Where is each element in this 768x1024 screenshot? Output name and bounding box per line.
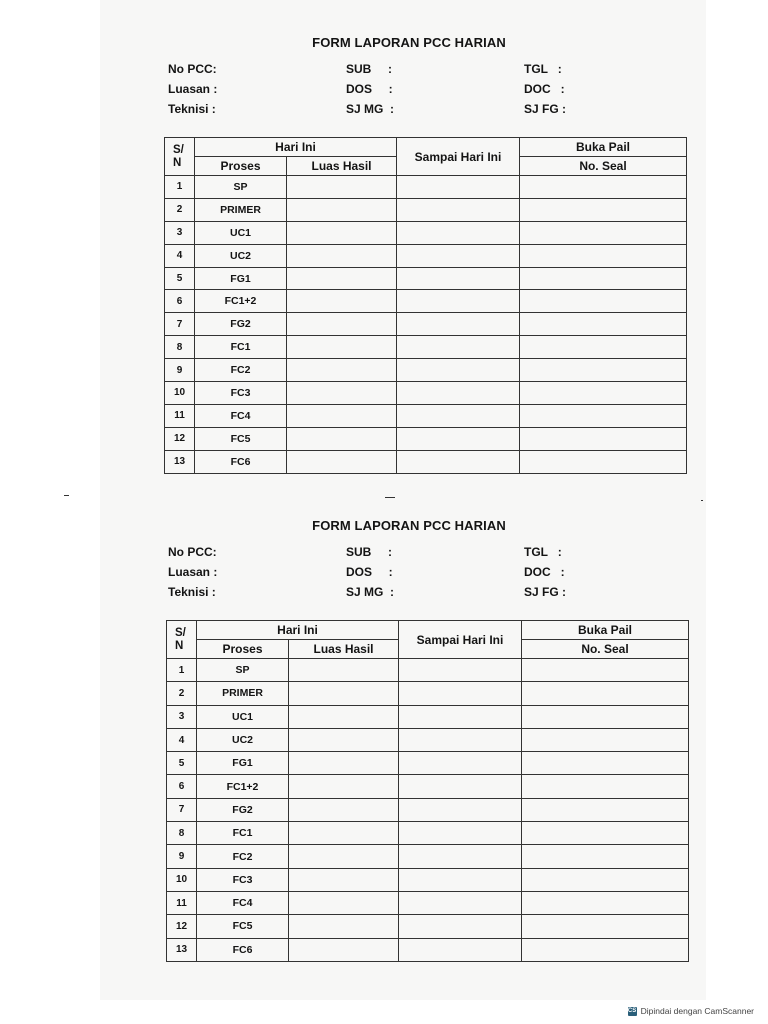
row-number: 9 (167, 845, 197, 868)
row-no-seal-cell (520, 359, 687, 382)
row-sampai-hari-ini-cell (397, 336, 520, 359)
row-number: 11 (165, 404, 195, 427)
table-row (165, 176, 687, 199)
row-number: 10 (165, 382, 195, 405)
table-row (165, 359, 687, 382)
pcc-table (166, 620, 689, 962)
row-proses: FC6 (197, 938, 289, 961)
sj-mg-label: SJ MG : (346, 102, 395, 116)
buka-pail-header: Buka Pail (520, 138, 687, 157)
no-pcc-label: No PCC: (168, 545, 217, 559)
row-no-seal-cell (522, 728, 689, 751)
row-proses: FG2 (195, 313, 287, 336)
row-proses: FC3 (197, 868, 289, 891)
row-luas-hasil-cell (289, 705, 399, 728)
row-sampai-hari-ini-cell (399, 868, 522, 891)
row-sampai-hari-ini-cell (397, 221, 520, 244)
row-proses: FC4 (197, 891, 289, 914)
row-number: 12 (165, 427, 195, 450)
row-no-seal-cell (522, 798, 689, 821)
row-number: 5 (165, 267, 195, 290)
sj-fg-label: SJ FG : (524, 102, 567, 116)
table-row (165, 382, 687, 405)
row-no-seal-cell (520, 198, 687, 221)
dos-label: DOS : (346, 565, 393, 579)
row-luas-hasil-cell (287, 198, 397, 221)
table-row (167, 728, 689, 751)
tgl-label: TGL : (524, 545, 562, 559)
row-number: 1 (167, 659, 197, 682)
row-luas-hasil-cell (289, 682, 399, 705)
row-no-seal-cell (522, 822, 689, 845)
table-row (165, 313, 687, 336)
row-number: 13 (165, 450, 195, 473)
row-sampai-hari-ini-cell (399, 938, 522, 961)
row-no-seal-cell (522, 752, 689, 775)
luasan-label: Luasan : (168, 565, 218, 579)
proses-header: Proses (197, 640, 289, 659)
luas-hasil-header: Luas Hasil (289, 640, 399, 659)
row-luas-hasil-cell (287, 244, 397, 267)
row-luas-hasil-cell (287, 427, 397, 450)
row-luas-hasil-cell (287, 450, 397, 473)
cut-mark-left (64, 495, 69, 496)
row-number: 13 (167, 938, 197, 961)
row-proses: UC1 (197, 705, 289, 728)
cut-mark-right (701, 500, 703, 501)
sn-header: S/ N (165, 138, 195, 176)
row-no-seal-cell (520, 427, 687, 450)
cut-mark-center (385, 497, 395, 498)
table-row (167, 682, 689, 705)
form-title: FORM LAPORAN PCC HARIAN (312, 35, 506, 50)
doc-label: DOC : (524, 565, 565, 579)
row-sampai-hari-ini-cell (399, 822, 522, 845)
tgl-label: TGL : (524, 62, 562, 76)
table-row (165, 244, 687, 267)
row-no-seal-cell (520, 404, 687, 427)
row-no-seal-cell (522, 891, 689, 914)
no-pcc-label: No PCC: (168, 62, 217, 76)
table-row (167, 705, 689, 728)
row-luas-hasil-cell (289, 822, 399, 845)
luasan-label: Luasan : (168, 82, 218, 96)
row-number: 12 (167, 915, 197, 938)
row-proses: FC4 (195, 404, 287, 427)
row-luas-hasil-cell (289, 938, 399, 961)
row-no-seal-cell (522, 682, 689, 705)
row-luas-hasil-cell (289, 845, 399, 868)
row-luas-hasil-cell (287, 382, 397, 405)
row-proses: FC2 (197, 845, 289, 868)
scanner-watermark (628, 1006, 754, 1016)
row-proses: UC2 (197, 728, 289, 751)
row-no-seal-cell (520, 176, 687, 199)
table-row (167, 659, 689, 682)
row-no-seal-cell (520, 313, 687, 336)
row-proses: FG1 (195, 267, 287, 290)
row-luas-hasil-cell (287, 404, 397, 427)
row-number: 8 (167, 822, 197, 845)
row-sampai-hari-ini-cell (397, 198, 520, 221)
row-no-seal-cell (522, 659, 689, 682)
row-number: 3 (165, 221, 195, 244)
table-row (167, 752, 689, 775)
row-no-seal-cell (522, 868, 689, 891)
row-sampai-hari-ini-cell (399, 705, 522, 728)
row-luas-hasil-cell (289, 659, 399, 682)
row-sampai-hari-ini-cell (397, 290, 520, 313)
row-no-seal-cell (522, 705, 689, 728)
row-sampai-hari-ini-cell (397, 267, 520, 290)
row-no-seal-cell (520, 382, 687, 405)
row-proses: SP (197, 659, 289, 682)
table-row (167, 845, 689, 868)
row-number: 4 (167, 728, 197, 751)
row-number: 5 (167, 752, 197, 775)
row-sampai-hari-ini-cell (397, 313, 520, 336)
sub-label: SUB : (346, 545, 393, 559)
row-luas-hasil-cell (289, 798, 399, 821)
row-luas-hasil-cell (287, 359, 397, 382)
row-no-seal-cell (522, 938, 689, 961)
luas-hasil-header: Luas Hasil (287, 157, 397, 176)
row-sampai-hari-ini-cell (397, 450, 520, 473)
table-row (167, 868, 689, 891)
row-sampai-hari-ini-cell (399, 682, 522, 705)
row-no-seal-cell (522, 775, 689, 798)
row-no-seal-cell (522, 915, 689, 938)
row-proses: PRIMER (195, 198, 287, 221)
row-luas-hasil-cell (287, 176, 397, 199)
table-row (167, 775, 689, 798)
teknisi-label: Teknisi : (168, 585, 216, 599)
table-row (167, 915, 689, 938)
pcc-table (164, 137, 687, 474)
row-sampai-hari-ini-cell (399, 659, 522, 682)
row-number: 1 (165, 176, 195, 199)
row-proses: UC1 (195, 221, 287, 244)
row-number: 6 (165, 290, 195, 313)
row-no-seal-cell (520, 267, 687, 290)
table-row (165, 221, 687, 244)
row-proses: FG2 (197, 798, 289, 821)
row-number: 3 (167, 705, 197, 728)
row-proses: FC1+2 (197, 775, 289, 798)
row-number: 6 (167, 775, 197, 798)
table-row (167, 798, 689, 821)
table-row (165, 290, 687, 313)
row-number: 7 (165, 313, 195, 336)
table-row (165, 427, 687, 450)
table-row (165, 450, 687, 473)
camscanner-icon: CS (627, 1007, 637, 1014)
row-proses: FC1 (197, 822, 289, 845)
table-row (167, 891, 689, 914)
hari-ini-header: Hari Ini (195, 138, 397, 157)
row-luas-hasil-cell (289, 728, 399, 751)
proses-header: Proses (195, 157, 287, 176)
row-sampai-hari-ini-cell (399, 775, 522, 798)
row-sampai-hari-ini-cell (397, 427, 520, 450)
table-row (167, 938, 689, 961)
sub-label: SUB : (346, 62, 393, 76)
row-sampai-hari-ini-cell (399, 798, 522, 821)
row-proses: SP (195, 176, 287, 199)
row-luas-hasil-cell (287, 336, 397, 359)
row-number: 4 (165, 244, 195, 267)
scanner-text: Dipindai dengan CamScanner (640, 1006, 754, 1016)
row-no-seal-cell (522, 845, 689, 868)
row-proses: PRIMER (197, 682, 289, 705)
no-seal-header: No. Seal (522, 640, 689, 659)
buka-pail-header: Buka Pail (522, 621, 689, 640)
table-row (167, 822, 689, 845)
dos-label: DOS : (346, 82, 393, 96)
row-luas-hasil-cell (287, 221, 397, 244)
row-no-seal-cell (520, 450, 687, 473)
teknisi-label: Teknisi : (168, 102, 216, 116)
row-luas-hasil-cell (289, 891, 399, 914)
sj-fg-label: SJ FG : (524, 585, 567, 599)
row-number: 2 (167, 682, 197, 705)
sampai-hari-ini-header: Sampai Hari Ini (399, 621, 522, 659)
doc-label: DOC : (524, 82, 565, 96)
row-proses: FC6 (195, 450, 287, 473)
row-proses: FC3 (195, 382, 287, 405)
row-luas-hasil-cell (289, 752, 399, 775)
row-sampai-hari-ini-cell (397, 359, 520, 382)
sampai-hari-ini-header: Sampai Hari Ini (397, 138, 520, 176)
no-seal-header: No. Seal (520, 157, 687, 176)
row-no-seal-cell (520, 290, 687, 313)
table-row (165, 336, 687, 359)
row-number: 7 (167, 798, 197, 821)
row-number: 8 (165, 336, 195, 359)
row-number: 11 (167, 891, 197, 914)
hari-ini-header: Hari Ini (197, 621, 399, 640)
row-proses: UC2 (195, 244, 287, 267)
row-number: 9 (165, 359, 195, 382)
row-luas-hasil-cell (289, 915, 399, 938)
row-no-seal-cell (520, 221, 687, 244)
row-proses: FC5 (195, 427, 287, 450)
row-proses: FC5 (197, 915, 289, 938)
row-no-seal-cell (520, 336, 687, 359)
table-row (165, 267, 687, 290)
row-proses: FC1+2 (195, 290, 287, 313)
sj-mg-label: SJ MG : (346, 585, 395, 599)
row-number: 10 (167, 868, 197, 891)
row-proses: FC2 (195, 359, 287, 382)
form-title: FORM LAPORAN PCC HARIAN (312, 518, 506, 533)
row-luas-hasil-cell (287, 290, 397, 313)
row-sampai-hari-ini-cell (399, 915, 522, 938)
row-proses: FG1 (197, 752, 289, 775)
row-luas-hasil-cell (289, 868, 399, 891)
row-proses: FC1 (195, 336, 287, 359)
row-luas-hasil-cell (287, 267, 397, 290)
row-sampai-hari-ini-cell (397, 404, 520, 427)
row-sampai-hari-ini-cell (399, 752, 522, 775)
row-number: 2 (165, 198, 195, 221)
row-sampai-hari-ini-cell (399, 728, 522, 751)
row-luas-hasil-cell (287, 313, 397, 336)
table-row (165, 198, 687, 221)
row-sampai-hari-ini-cell (399, 845, 522, 868)
table-row (165, 404, 687, 427)
row-sampai-hari-ini-cell (397, 176, 520, 199)
row-no-seal-cell (520, 244, 687, 267)
row-sampai-hari-ini-cell (399, 891, 522, 914)
row-sampai-hari-ini-cell (397, 382, 520, 405)
sn-header: S/ N (167, 621, 197, 659)
row-luas-hasil-cell (289, 775, 399, 798)
row-sampai-hari-ini-cell (397, 244, 520, 267)
